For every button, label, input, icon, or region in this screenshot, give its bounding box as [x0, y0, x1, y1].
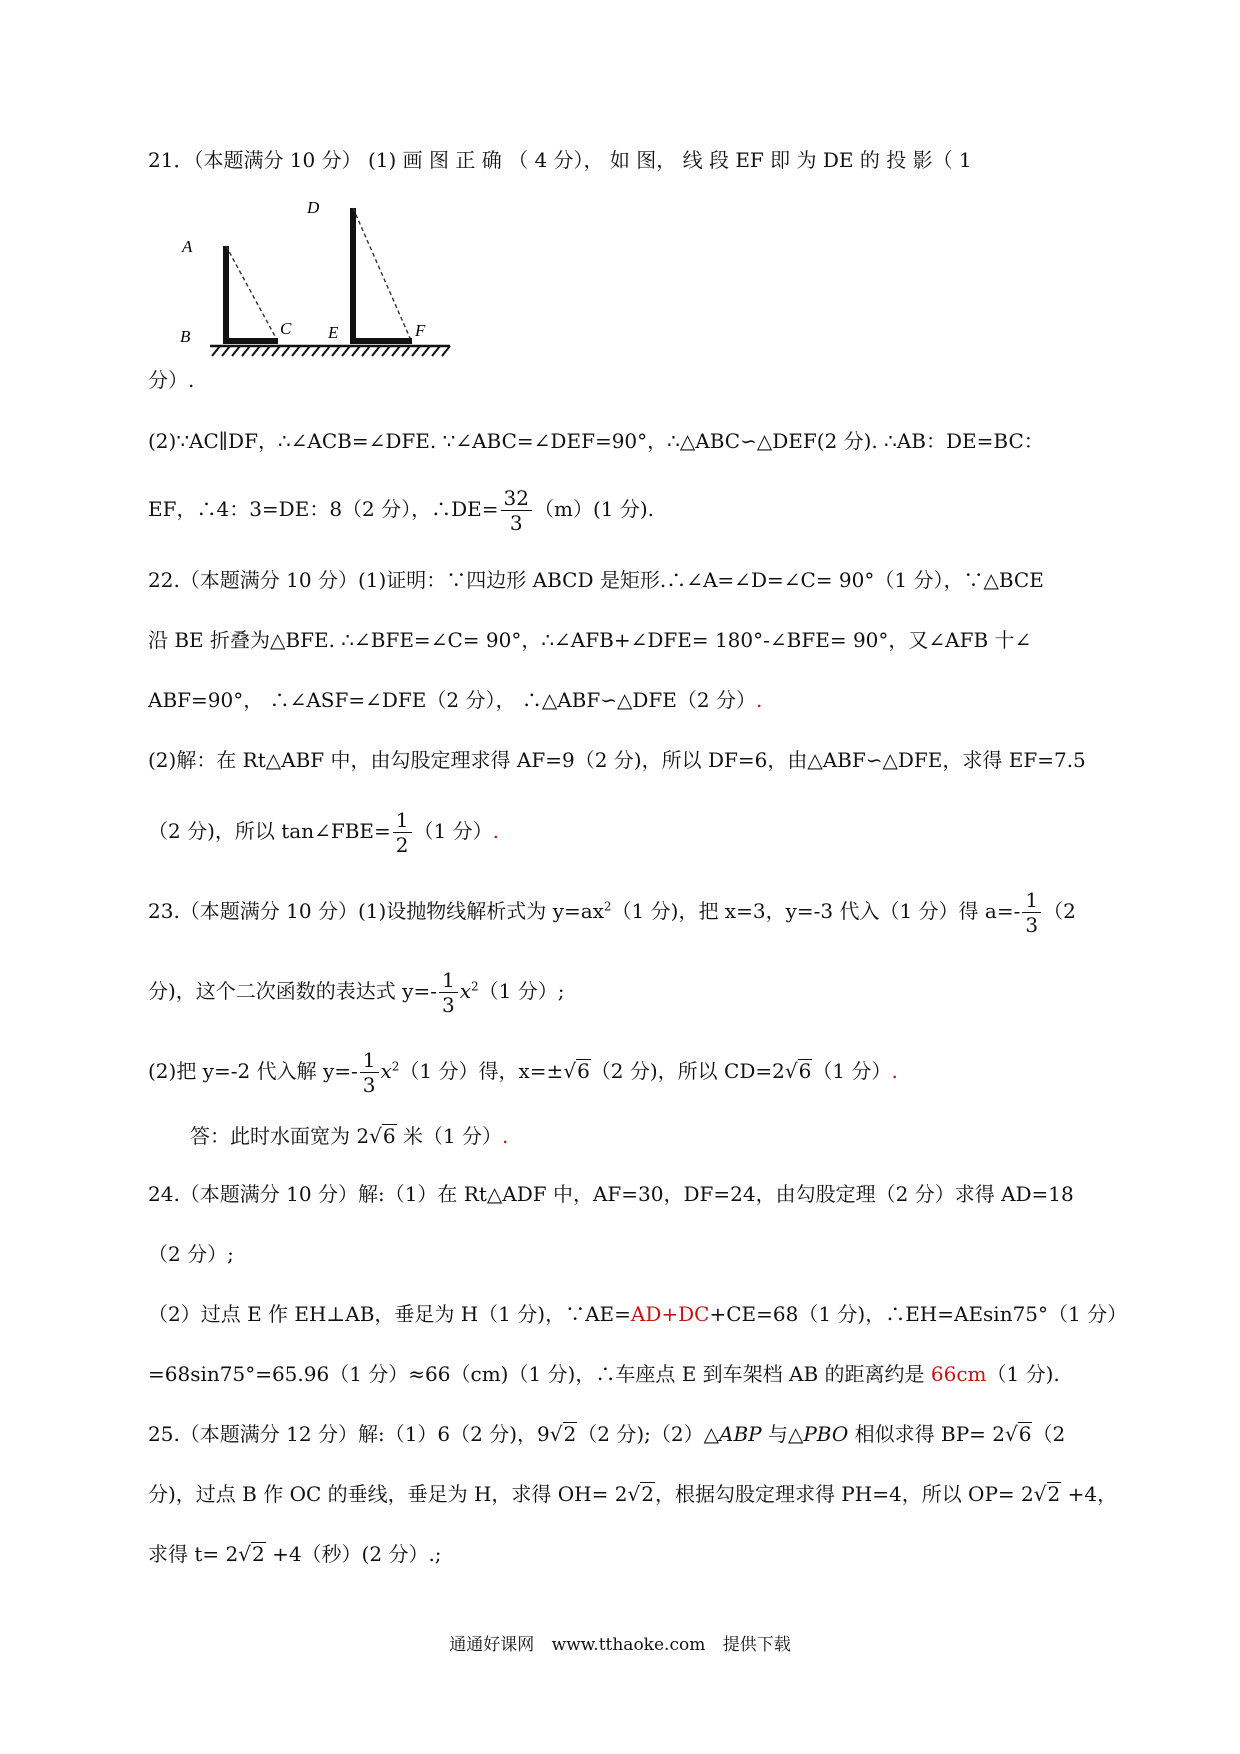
q22-line-5: （2 分)，所以 tan∠FBE= $\frac{1}{2}$ （1 分）.: [148, 808, 499, 857]
square-root: √2: [627, 1482, 654, 1506]
footer-site: 通通好课网: [449, 1635, 535, 1655]
label-f: F: [415, 321, 426, 340]
label-a: A: [182, 237, 193, 256]
ground-hatching: [212, 346, 450, 356]
ray-df: [353, 208, 410, 338]
q25-line-3: 求得 t= 2√2 +4（秒）(2 分）.;: [148, 1542, 442, 1566]
square-root: √6: [784, 1059, 812, 1083]
square-root: √2: [238, 1542, 265, 1566]
fraction: $\frac{1}{3}$: [1022, 888, 1041, 937]
fraction: $\frac{1}{3}$: [439, 968, 458, 1017]
q22-line-3: ABF=90°， ∴∠ASF=∠DFE（2 分）， ∴△ABF∽△DFE（2 分）.: [148, 688, 763, 712]
square-root: √2: [1033, 1482, 1061, 1506]
q23-line-2: 分)，这个二次函数的表达式 y=- $\frac{1}{3}$ $x^2(1$ 分）;: [148, 968, 565, 1017]
square-root: √6: [369, 1124, 396, 1148]
text: （m）(1 分).: [533, 497, 654, 521]
ray-ac: [226, 246, 276, 338]
square-root: √6: [1005, 1422, 1032, 1446]
q21-line-1: 21．（本题满分 10 分） (1) 画 图 正 确 （ 4 分）， 如 图， 线 段 EF 即 为 DE 的 投 影（ 1: [148, 148, 972, 172]
q24-line-1: 24.（本题满分 10 分）解:（1）在 Rt△ADF 中，AF=30，DF=24，由勾股定理（2 分）求得 AD=18: [148, 1182, 1074, 1206]
square-root: √6: [563, 1059, 590, 1083]
fraction: $\frac{32}{3}$: [501, 486, 532, 535]
square-root: √2: [549, 1422, 577, 1446]
q24-line-3: （2）过点 E 作 EH⊥AB，垂足为 H（1 分)，∵AE=AD+DC+CE=68（1 分)，∴EH=AEsin75°（1 分）: [148, 1302, 1128, 1326]
fraction: $\frac{1}{3}$: [360, 1048, 379, 1097]
q21-line-4: [148, 486, 1098, 535]
label-c: C: [280, 319, 292, 338]
q21-line-3: (2)∵AC∥DF，∴∠ACB=∠DFE. ∵∠ABC=∠DEF=90°，∴△ABC∽△DEF(2 分). ∴AB：DE=BC：: [148, 429, 1044, 453]
q22-line-2: 沿 BE 折叠为△BFE. ∴∠BFE=∠C= 90°，∴∠AFB+∠DFE= 180°-∠BFE= 90°，又∠AFB 十∠: [148, 628, 1032, 652]
q25-line-1: 25.（本题满分 12 分）解:（1）6（2 分)，9√2（2 分);（2）△ABP 与△PBO 相似求得 BP= 2√6（2: [148, 1422, 1066, 1446]
q23-line-3: (2)把 y=-2 代入解 y=- $\frac{1}{3}$ $x^2(1$ 分）得，x=±√6（2 分)，所以 CD=2√6（1 分）.: [148, 1048, 898, 1097]
q22-line-1: 22.（本题满分 10 分）(1)证明：∵四边形 ABCD 是矩形.∴∠A=∠D=∠C= 90°（1 分），∵△BCE: [148, 568, 1044, 592]
fraction: $\frac{1}{2}$: [393, 808, 412, 857]
page-footer: [0, 1633, 1240, 1657]
label-b: B: [180, 327, 191, 346]
footer-url[interactable]: www.tthaoke.com: [551, 1635, 706, 1655]
q24-line-4: =68sin75°=65.96（1 分）≈66（cm)（1 分)，∴车座点 E 到车架档 AB 的距离约是 66cm（1 分).: [148, 1362, 1060, 1386]
q22-line-4: (2)解：在 Rt△ABF 中，由勾股定理求得 AF=9（2 分)，所以 DF=6，由△ABF∽△DFE，求得 EF=7.5: [148, 748, 1086, 772]
q23-answer: 答：此时水面宽为 2√6 米（1 分）.: [190, 1124, 509, 1148]
label-d: D: [307, 198, 320, 217]
label-e: E: [328, 323, 339, 342]
text: EF，∴4：3=DE：8（2 分），∴DE=: [148, 497, 499, 521]
footer-tail: 提供下载: [722, 1635, 791, 1655]
q23-line-1: 23.（本题满分 10 分）(1)设抛物线解析式为 $y=ax^2(1$ 分)，把 x=3，y=-3 代入（1 分）得 a=- $\frac{1}{3}$ （2: [148, 888, 1076, 937]
q25-line-2: 分)，过点 B 作 OC 的垂线，垂足为 H，求得 OH= 2√2，根据勾股定理求得 PH=4，所以 OP= 2√2 +4，: [148, 1482, 1118, 1506]
q21-line-2: 分）.: [148, 368, 195, 392]
q24-line-2: （2 分）;: [148, 1242, 234, 1266]
